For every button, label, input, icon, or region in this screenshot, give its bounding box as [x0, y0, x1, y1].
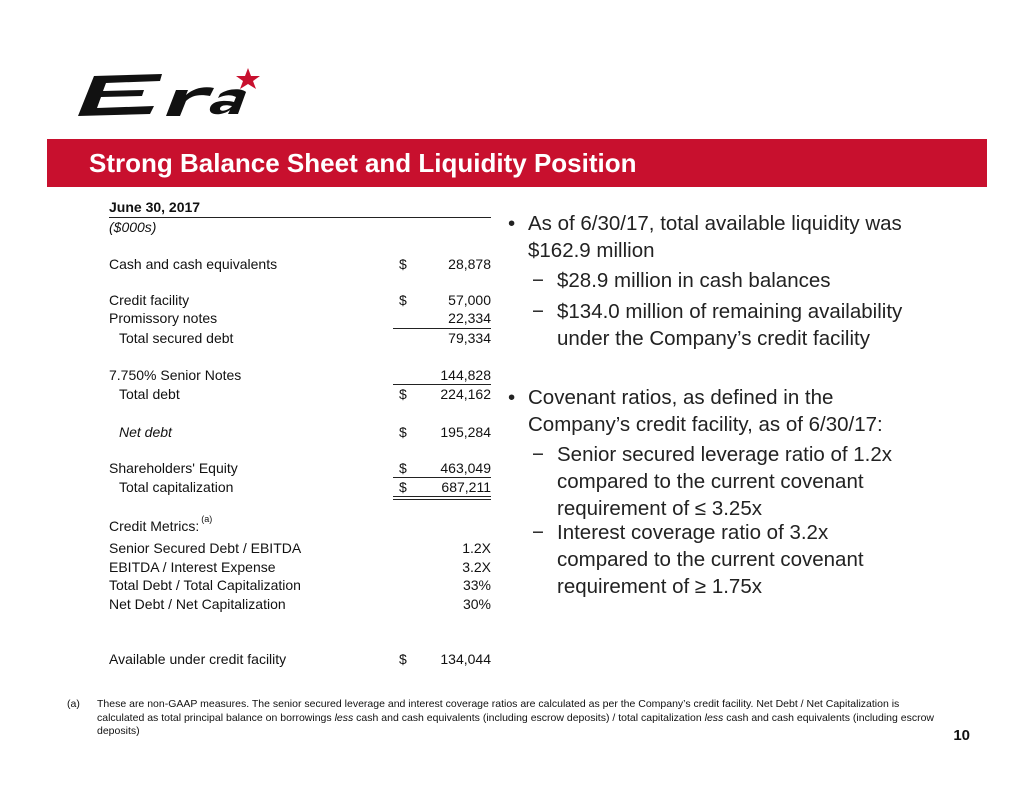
bullet-line: $162.9 million — [528, 239, 655, 262]
era-logo — [70, 64, 270, 124]
row-value: 195,284 — [440, 424, 491, 440]
row-dollar: $ — [399, 256, 407, 272]
sub-bullet-marker: − — [532, 269, 544, 292]
metric-row — [109, 577, 491, 595]
table-row — [109, 310, 491, 328]
bullet-line: Covenant ratios, as defined in the — [528, 386, 834, 409]
sub-bullet-line: $28.9 million in cash balances — [557, 269, 831, 292]
subtotal-rule — [393, 384, 491, 385]
metric-value: 1.2X — [462, 540, 491, 556]
available-value: 134,044 — [440, 651, 491, 667]
bullet-line: Company’s credit facility, as of 6/30/17: — [528, 413, 883, 436]
sub-bullet-line: under the Company’s credit facility — [557, 327, 870, 350]
table-row — [109, 479, 491, 497]
row-dollar: $ — [399, 424, 407, 440]
row-label: Net debt — [119, 424, 172, 440]
row-label: Credit facility — [109, 292, 190, 308]
sub-bullet-marker: − — [532, 300, 544, 323]
available-label: Available under credit facility — [109, 651, 287, 667]
metric-label: Senior Secured Debt / EBITDA — [109, 540, 302, 556]
metric-value: 33% — [462, 577, 491, 593]
row-dollar: $ — [399, 292, 407, 308]
row-label: Promissory notes — [109, 310, 218, 326]
table-units-row — [109, 219, 491, 237]
table-row — [109, 367, 491, 385]
table-row — [109, 460, 491, 478]
sub-bullet-line: requirement of ≥ 1.75x — [557, 575, 762, 598]
era-logo-mark — [70, 64, 270, 124]
header-rule — [109, 217, 491, 218]
metric-row — [109, 596, 491, 614]
row-dollar: $ — [399, 479, 407, 495]
metrics-footnote-ref: (a) — [201, 514, 213, 524]
table-row — [109, 424, 491, 442]
sub-bullet-line: $134.0 million of remaining availability — [557, 300, 903, 323]
row-value: 28,878 — [448, 256, 491, 272]
row-value: 79,334 — [448, 330, 491, 346]
row-label: Shareholders' Equity — [109, 460, 238, 476]
row-label: Total capitalization — [119, 479, 234, 495]
total-double-rule-top — [393, 496, 491, 497]
total-double-rule-bottom — [393, 499, 491, 500]
table-header: June 30, 2017 — [109, 199, 201, 215]
available-row — [109, 651, 491, 669]
sub-bullet-line: compared to the current covenant — [557, 548, 864, 571]
table-header-row — [109, 199, 491, 217]
row-label: Cash and cash equivalents — [109, 256, 278, 272]
metric-value: 30% — [462, 596, 491, 612]
page-number: 10 — [953, 727, 970, 744]
sub-bullet-line: Interest coverage ratio of 3.2x — [557, 521, 829, 544]
row-value: 463,049 — [440, 460, 491, 476]
slide-title: Strong Balance Sheet and Liquidity Position — [89, 148, 637, 178]
row-value: 687,211 — [441, 479, 491, 495]
available-dollar: $ — [399, 651, 407, 667]
table-units: ($000s) — [109, 219, 157, 235]
row-dollar: $ — [399, 386, 407, 402]
sub-bullet-line: Senior secured leverage ratio of 1.2x — [557, 443, 893, 466]
bullet-line: As of 6/30/17, total available liquidity was — [528, 212, 902, 235]
row-dollar: $ — [399, 460, 407, 476]
metrics-heading: Credit Metrics: $^{(a)}$ — [109, 514, 213, 534]
subtotal-rule — [393, 328, 491, 329]
row-value: 224,162 — [440, 386, 491, 402]
table-row — [109, 386, 491, 404]
metrics-heading-row — [109, 514, 491, 536]
sub-bullet-marker: − — [532, 521, 544, 544]
title-banner — [47, 139, 987, 187]
row-label: Total secured debt — [119, 330, 234, 346]
subtotal-rule — [393, 477, 491, 478]
sub-bullet-line: requirement of ≤ 3.25x — [557, 497, 762, 520]
metric-row — [109, 540, 491, 558]
table-row — [109, 256, 491, 274]
metric-label: Total Debt / Total Capitalization — [109, 577, 301, 593]
footnote-marker: (a) — [67, 698, 80, 710]
row-label: 7.750% Senior Notes — [109, 367, 242, 383]
footnote-text: These are non-GAAP measures. The senior secured leverage and interest coverage ratios are calculated as per the Company’s credit facility. Net Debt / Net Capitalization is calculated as total principal balance on borrowings less cash and cash equivalents (including escrow deposits) / total capitalization less cash and cash equivalents (including escrow deposits) — [97, 698, 935, 737]
sub-bullet-line: compared to the current covenant — [557, 470, 864, 493]
metric-label: EBITDA / Interest Expense — [109, 559, 276, 575]
row-label: Total debt — [119, 386, 180, 402]
row-value: 144,828 — [440, 367, 491, 383]
bullet-marker: • — [508, 386, 516, 409]
metric-label: Net Debt / Net Capitalization — [109, 596, 286, 612]
row-value: 57,000 — [448, 292, 491, 308]
metric-row — [109, 559, 491, 577]
sub-bullet-marker: − — [532, 443, 544, 466]
table-row — [109, 292, 491, 310]
metric-value: 3.2X — [462, 559, 491, 575]
bullet-marker: • — [508, 212, 516, 235]
table-row — [109, 330, 491, 348]
row-value: 22,334 — [448, 310, 491, 326]
